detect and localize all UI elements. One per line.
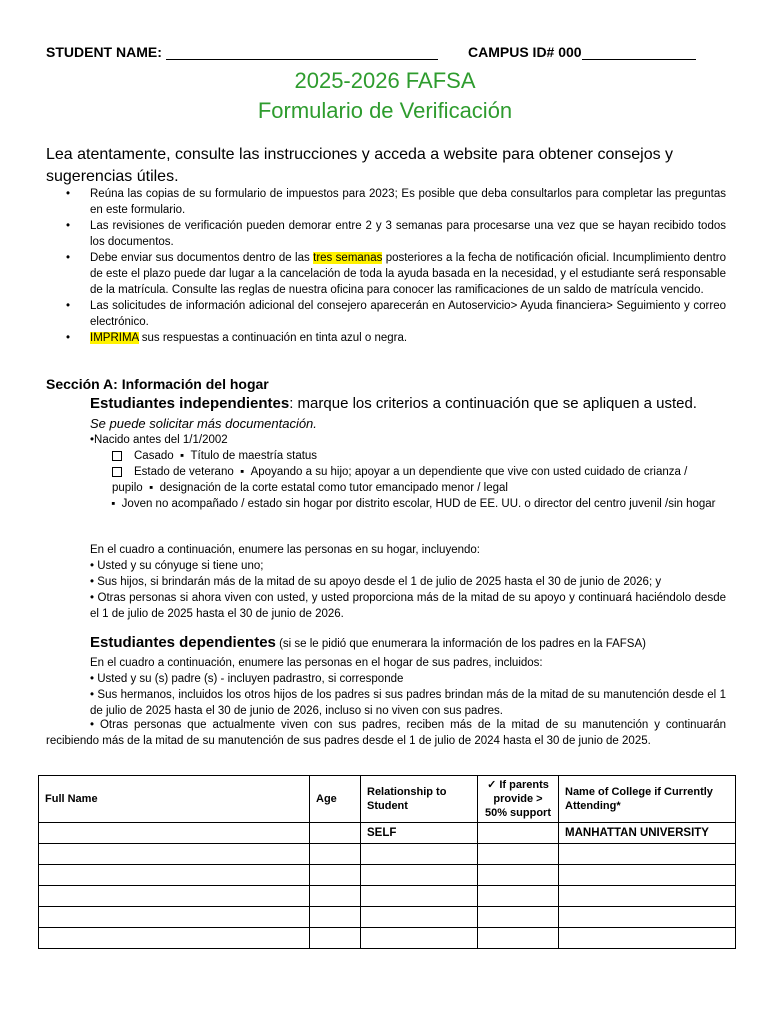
col-full-name: Full Name (39, 776, 310, 823)
bullet-item (46, 250, 726, 298)
criterion-court: designación de la corte estatal como tutor emancipado menor / legal (159, 482, 508, 494)
parent-household-item: • Sus hermanos, incluidos los otros hijos de los padres si sus padres brindan más de la mitad de su manutención desde el 1 de julio de 2025 hasta el 30 de junio de 2026, incluso si no viven con sus padres. (90, 689, 726, 717)
parent-household-list (90, 655, 726, 719)
criterion-masters: Título de maestría status (190, 450, 318, 462)
dependent-text: (si se le pidió que enumerara la información de los padres en la FAFSA) (275, 638, 646, 650)
cell-relationship[interactable] (361, 907, 478, 928)
cell-support[interactable] (478, 823, 559, 844)
student-name-field[interactable] (166, 45, 438, 60)
highlighted-text: tres semanas (313, 252, 383, 264)
cell-relationship[interactable] (361, 886, 478, 907)
household-intro: En el cuadro a continuación, enumere las personas en su hogar, incluyendo: (90, 544, 480, 556)
bullet-text: Debe enviar sus documentos dentro de las (90, 252, 314, 264)
table-header-row (39, 776, 736, 823)
cell-relationship[interactable] (361, 928, 478, 949)
bullet-item (46, 330, 726, 346)
documentation-note: Se puede solicitar más documentación. (90, 416, 317, 431)
intro-text: Lea atentamente, consulte las instrucciones y acceda a website para obtener consejos y sugerencias útiles. (46, 146, 674, 185)
bullet-text: sus respuestas a continuación en tinta azul o negra. (138, 332, 408, 344)
checkbox-veteran[interactable] (112, 467, 122, 477)
checkbox-married[interactable] (112, 451, 122, 461)
highlighted-text: IMPRIMA (90, 332, 139, 344)
student-name-label: STUDENT NAME: (46, 44, 162, 60)
dependent-label: Estudiantes dependientes (90, 634, 276, 651)
household-list (90, 542, 726, 622)
household-item: • Sus hijos, si brindarán más de la mitad de su apoyo desde el 1 de julio de 2025 hasta el 30 de junio de 2026; y (90, 576, 662, 588)
household-item: • Usted y su cónyuge si tiene uno; (90, 560, 264, 572)
criterion-row: ▪ Joven no acompañado / estado sin hogar por distrito escolar, HUD de EE. UU. o director del centro juvenil /sin hogar (108, 498, 716, 510)
table-row (39, 907, 736, 928)
form-title (0, 66, 770, 126)
criterion-born-before: •Nacido antes del 1/1/2002 (90, 434, 228, 446)
cell-relationship[interactable] (361, 865, 478, 886)
cell-college[interactable] (559, 844, 736, 865)
cell-name[interactable] (39, 865, 310, 886)
table-row (39, 844, 736, 865)
section-a-title: Sección A: Información del hogar (46, 376, 269, 392)
criterion-row: Estado de veterano ▪ Apoyando a su hijo; apoyar a un dependiente que vive con usted cuidado de crianza / pupilo ▪ designación de la corte estatal como tutor emancipado menor / legal (112, 466, 688, 494)
cell-college[interactable]: MANHATTAN UNIVERSITY (559, 823, 736, 844)
bullet-item: • Las solicitudes de información adicional del consejero aparecerán en Autoservicio> Ayuda financiera> Seguimiento y correo electrónico. (46, 298, 726, 330)
table-row (39, 886, 736, 907)
cell-support[interactable] (478, 907, 559, 928)
cell-support[interactable] (478, 928, 559, 949)
cell-age[interactable] (310, 928, 361, 949)
cell-college[interactable] (559, 907, 736, 928)
campus-id-field[interactable] (582, 45, 696, 60)
cell-name[interactable] (39, 907, 310, 928)
cell-relationship[interactable]: SELF (361, 823, 478, 844)
household-table (38, 775, 736, 949)
title-line-2: Formulario de Verificación (257, 98, 513, 123)
independent-text: : marque los criterios a continuación que se apliquen a usted. (289, 395, 697, 412)
parent-household-item: • Usted y su (s) padre (s) - incluyen padrastro, si corresponde (90, 673, 404, 685)
criterion-row: Casado ▪ Título de maestría status (112, 448, 317, 464)
independent-heading (90, 395, 726, 412)
cell-name[interactable] (39, 886, 310, 907)
title-line-1: 2025-2026 FAFSA (294, 68, 476, 93)
cell-name[interactable] (39, 844, 310, 865)
dependent-heading (90, 634, 646, 651)
table-row (39, 865, 736, 886)
parent-household-intro: En el cuadro a continuación, enumere las personas en el hogar de sus padres, incluidos: (90, 657, 543, 669)
cell-relationship[interactable] (361, 844, 478, 865)
cell-support[interactable] (478, 865, 559, 886)
table-row (39, 823, 736, 844)
col-college: Name of College if Currently Attending* (559, 776, 736, 823)
cell-name[interactable] (39, 823, 310, 844)
campus-id-label: CAMPUS ID# 000 (468, 44, 582, 60)
bullet-text: posteriores a la fecha de notificación oficial. Incumplimiento dentro de este el plazo puede dar lugar a la cancelación de toda la ayuda basada en la necesidad, y el estudiante será responsable de la matrícula. Consulte las reglas de nuestra oficina para conocer las ramificaciones de un saldo de matrícula vencido. (90, 252, 726, 296)
parent-household-item: • Otras personas que actualmente viven con sus padres, reciben más de la mitad de su manutención y continuarán recibiendo más de la mitad de su manutención de sus padres desde el 1 de julio de 2024 hasta el 30 de junio de 2025. (46, 719, 726, 747)
col-age: Age (310, 776, 361, 823)
bullet-item: • Reúna las copias de su formulario de impuestos para 2023; Es posible que deba consultarlos para completar las preguntas en este formulario. (46, 186, 726, 218)
cell-support[interactable] (478, 844, 559, 865)
cell-college[interactable] (559, 865, 736, 886)
col-parent-support: ✓ If parents provide > 50% support (478, 776, 559, 823)
instruction-bullets (46, 186, 726, 346)
bullet-item: • Las revisiones de verificación pueden demorar entre 2 y 3 semanas para procesarse una vez que se hayan recibido todos los documentos. (46, 218, 726, 250)
criterion-veteran: Estado de veterano (134, 466, 234, 478)
cell-college[interactable] (559, 928, 736, 949)
cell-college[interactable] (559, 886, 736, 907)
cell-age[interactable] (310, 865, 361, 886)
household-item: • Otras personas si ahora viven con usted, y usted proporciona más de la mitad de su apoyo y continuará haciéndolo desde el 1 de julio de 2025 hasta el 30 de junio de 2026. (90, 592, 726, 620)
table-row (39, 928, 736, 949)
cell-age[interactable] (310, 907, 361, 928)
cell-age[interactable] (310, 844, 361, 865)
criterion-supporting: Apoyando a su hijo; apoyar a un dependiente que vive con usted cuidado de crianza / pupilo (112, 466, 688, 494)
form-header (46, 44, 726, 60)
criterion-homeless: Joven no acompañado / estado sin hogar por distrito escolar, HUD de EE. UU. o director del centro juvenil /sin hogar (121, 498, 716, 510)
col-relationship: Relationship to Student (361, 776, 478, 823)
cell-name[interactable] (39, 928, 310, 949)
cell-age[interactable] (310, 886, 361, 907)
criterion-married: Casado (134, 450, 174, 462)
independent-label: Estudiantes independientes (90, 395, 290, 412)
cell-age[interactable] (310, 823, 361, 844)
cell-support[interactable] (478, 886, 559, 907)
